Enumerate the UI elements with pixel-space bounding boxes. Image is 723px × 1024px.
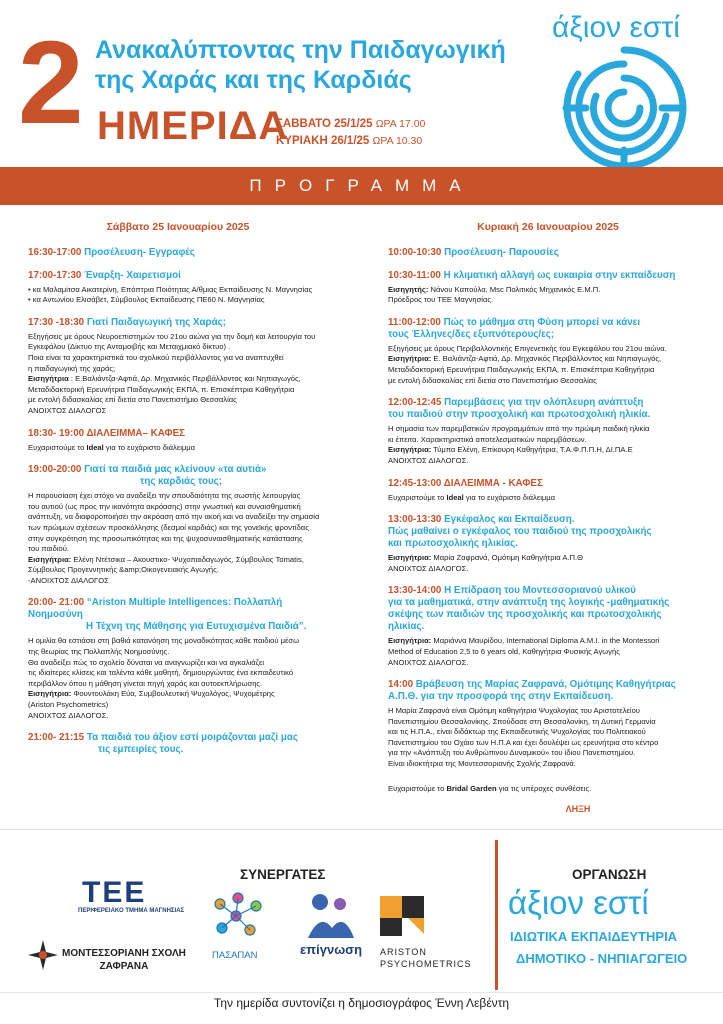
day2-column bbox=[388, 222, 708, 815]
organization-line1: ΙΔΙΩΤΙΚΑ ΕΚΠΑΙΔΕΥΤΗΡΙΑ bbox=[510, 929, 678, 944]
day2-event: 12:45-13:00 ΔΙΑΛΕΙΜΜΑ - ΚΑΦΕΣ Ευχαριστούμε το Ideal για το ευχάριστο διάλειμμα bbox=[388, 477, 556, 502]
day2-event: 14:00 Βράβευση της Μαρίας Ζαφρανά, Ομότιμης Καθηγήτριας Α.Π.Θ. για την προσφορά της στην Εκπαίδευση. Η Μαρία Ζαφρανά είναι Ομότιμη καθηγήτρια Ψυχολογίας του Αριστοτελείου Πανεπιστημίου Θεσσαλονίκης. Σπούδασε στη Θεσσαλονίκη, τη Δυτική Γερμανία και τις Η.Π.Α., είναι διδάκτωρ της Εκπαιδευτικής Ψυχολογίας του Πολιτειακού Πανεπιστημίου του Οχάιο των Η.Π.Α και έχει δουλέψει ως ερευνήτρια στο κέντρο για την «Ανάπτυξη του Ανθρώπινου Δυναμικού» του ίδιου Πανεπιστημίου. Είναι ιδιοκτήτρια της Μοντεσσοριανής Σχολής Ζαφρανά. bbox=[388, 679, 676, 769]
end-label: ΛΗΞΗ bbox=[565, 804, 591, 815]
day1-event: 17:30 -18:30 Γιατί Παιδαγωγική της Χαράς; Εξηγήσεις με όρους Νευροεπιστημών του 21ου αιώνα για την δομή και λειτουργία του Εγκεφάλου (Δίκτυο της Ανταμοιβής και Μεταιχμιακό δίκτυο) . Ποια είναι τα χαρακτηριστικά του σχολικού περιβάλλοντος για να αναπτυχθεί η παιδαγωγική της χαράς; Εισηγήτρια : Ε.Βαλιάντζα-Αφτιά, Δρ. Μηχανικός Περιβάλλοντος και Νηπιαγωγός, Μεταδιδακτορική Ερευνήτρια Παιδαγωγικής ΕΚΠΑ, π. Επισκέπτρια Καθηγήτρια με εντολή διδασκαλίας επί διετία στο Πανεπιστήμιο Θεσσαλίας ΑΝΟΙΧΤΟΣ ΔΙΑΛΟΓΟΣ bbox=[28, 316, 316, 415]
tee-subtitle: ΠΕΡΙΦΕΡΕΙΑΚΟ ΤΜΗΜΑ ΜΑΓΝΗΣΙΑΣ bbox=[78, 908, 185, 914]
date-saturday: ΣΑΒΒΑΤΟ 25/1/25 bbox=[276, 118, 373, 130]
vertical-divider bbox=[495, 840, 498, 990]
organization-line2: ΔΗΜΟΤΙΚΟ - ΝΗΠΙΑΓΩΓΕΙΟ bbox=[516, 951, 688, 966]
maze-logo-icon bbox=[556, 46, 692, 170]
event-title-line2: της Χαράς και της Καρδιάς bbox=[95, 66, 412, 94]
montessori-name: ΜΟΝΤΕΣΣΟΡΙΑΝΗ ΣΧΟΛΗ ΖΑΦΡΑΝΑ bbox=[62, 948, 186, 972]
day2-event: 10:30-11:00 Η κλιματική αλλαγή ως ευκαιρία στην εκπαίδευση Εισηγητής: Νάνου Καπούλα, Msc Πολιτικός Μηχανικός Ε.Μ.Π. Πρόεδρος του ΤΕΕ Μαγνησίας. bbox=[388, 269, 676, 305]
day1-heading: Σάββατο 25 Ιανουαρίου 2025 bbox=[106, 221, 250, 233]
brand-logo-text: άξιον εστί bbox=[552, 11, 680, 44]
day1-column bbox=[28, 222, 328, 767]
date-sunday: ΚΥΡΙΑΚΗ 26/1/25 bbox=[276, 135, 370, 147]
time-saturday: ΩΡΑ 17.00 bbox=[375, 118, 426, 130]
day1-event: 19:00-20:00 Γιατί τα παιδιά μας κλείνουν «τα αυτιά» της καρδιάς τους; Η παρουσίαση έχει στόχο να αναδείξει την σπουδαιότητα της σωστής λειτουργίας του αυτιού (ως προς την ικανότητα ακρόασης) στην γνωστική και συναισθηματική ανάπτυξη, να διαφοροποιήσει την ακρόαση από την ακοή και να αναδείξει την σημασία των πρώιμων σχέσεων προσκόλλησης (δεσμοί καρδιάς) και της γονεϊκής φροντίδας στην συγκρότηση της προσωπικότητας και της ψυχοσυναισθηματικής κατάστασης του παιδιού. Εισηγήτρια: Ελένη Ντέτσικα – Ακουστικο- Ψυχοπαιδαγωγός, Σύμβουλος Tomatis, Σύμβουλος Προγεννητικής &amp;Οικογενειακής Αγωγής. -ΑΝΟΙΧΤΟΣ ΔΙΑΛΟΓΟΣ bbox=[28, 464, 320, 585]
day1-event: 21:00- 21:15 Τα παιδιά του άξιον εστί μοιράζονται μαζί μας τις εμπειρίες τους. bbox=[28, 732, 298, 756]
organization-brand: άξιον εστί bbox=[508, 884, 649, 921]
epignosi-name: επίγνωση bbox=[300, 942, 363, 957]
day2-event: 13:00-13:30 Εγκέφαλος και Εκπαίδευση. Πώς μαθαίνει ο εγκέφαλος του παιδιού της προσχολικής και πρωτοσχολικής ηλικίας. Εισηγήτρια: Μαρία Ζαφρανά, Ομότιμη Καθηγήτρια Α.Π.Θ ΑΝΟΙΧΤΟΣ ΔΙΑΛΟΓΟΣ. bbox=[388, 514, 652, 573]
event-dates bbox=[276, 116, 425, 150]
day1-event: 17:00-17:30 Έναρξη- Χαιρετισμοί • κα Μαλαμίτσα Αικατερίνη, Επόπτρια Ποιότητας Α/θμιας Εκπαίδευσης Ν. Μαγνησίας • κα Αντωνίου Ελισάβετ, Σύμβουλος Εκπαίδευσης ΠΕ60 Ν. Μαγνησίας bbox=[28, 269, 313, 305]
tee-logo-text: ΤΕΕ bbox=[82, 876, 147, 909]
epignosi-logo-icon bbox=[300, 888, 360, 942]
pasapan-name: ΠΑΣΑΠΑΝ bbox=[212, 950, 258, 961]
day2-thanks: Ευχαριστούμε το Bridal Garden για τις υπέροχες συνθέσεις. bbox=[388, 783, 592, 793]
divider bbox=[0, 829, 723, 830]
day2-event: 13:30-14:00 Η Επίδραση του Μοντεσσοριανού υλικού για τα μαθηματικά, στην ανάπτυξη της λογικής -μαθηματικής σκέψης των παιδιών της προσχολικής και πρωτοσχολικής ηλικίας. Εισηγήτρια: Μαριάννα Μαυρίδου, International Diploma A.M.I. in the Montessori Method of Education 2,5 to 6 years old, Καθηγήτρια Φυσικής Αγωγής ΑΝΟΙΧΤΟΣ ΔΙΑΛΟΓΟΣ. bbox=[388, 585, 670, 667]
event-title-line1: Ανακαλύπτοντας την Παιδαγωγική bbox=[95, 36, 506, 64]
organization-heading: ΟΡΓΑΝΩΣΗ bbox=[572, 867, 647, 882]
ariston-logo-icon bbox=[378, 894, 434, 938]
footer-text: Την ημερίδα συντονίζει η δημοσιογράφος Έννη Λεβέντη bbox=[213, 996, 510, 1010]
partners-heading: ΣΥΝΕΡΓΑΤΕΣ bbox=[240, 867, 326, 882]
edition-number: 2 bbox=[18, 17, 84, 149]
day2-event: 10:00-10:30 Προσέλευση- Παρουσίες bbox=[388, 246, 559, 258]
time-sunday: ΩΡΑ 10.30 bbox=[372, 135, 423, 147]
event-type: ΗΜΕΡΙΔΑ bbox=[97, 104, 289, 148]
footer-rule bbox=[0, 992, 723, 993]
day2-event: 11:00-12:00 Πώς το μάθημα στη Φύση μπορεί να κάνει τους Έλληνες/δες εξυπνότερους/ες; Εξηγήσεις με όρους Περιβαλλοντικής Επιγενετικής του Εγκεφάλου του 21ου αιώνα. Εισηγήτρια: Ε. Βαλιάντζα-Αφτιά, Δρ. Μηχανικός Περιβάλλοντος και Νηπιαγωγός, Μεταδιδακτορική Ερευνήτρια Παιδαγωγικής ΕΚΠΑ, π. Επισκέπτρια Καθηγήτρια με εντολή διδασκαλίας επί διετία στο Πανεπιστήμιο Θεσσαλίας bbox=[388, 316, 667, 385]
day2-event: 12:00-12:45 Παρεμβάσεις για την ολόπλευρη ανάπτυξη του παιδιού στην προσχολική και πρωτοσχολική ηλικία. Η σημασία των παρεμβατικών προγραμμάτων από την πρώιμη παιδική ηλικία κι έπειτα. Χαρακτηριστικά αποτελεσματικών παρεμβάσεων. Εισηγήτρια: Τύμπα Ελένη, Επίκουρη Καθηγήτρια, Τ.Α.Φ.Π.Π.Η, ΔΙ.ΠΑ.Ε ΑΝΟΙΧΤΟΣ ΔΙΑΛΟΓΟΣ. bbox=[388, 397, 651, 465]
program-title: ΠΡΟΓΡΑΜΜΑ bbox=[249, 176, 474, 195]
day1-event: 18:30- 19:00 ΔΙΑΛΕΙΜΜΑ– ΚΑΦΕΣ Ευχαριστούμε το Ideal για το ευχάριστο διάλειμμα bbox=[28, 427, 196, 452]
day1-event: 20:00- 21:00 “Ariston Multiple Intelligences: Πολλαπλή Νοημοσύνη Η Τέχνη της Μάθησης για Ευτυχισμένα Παιδιά”. Η ομιλία θα εστιάσει στη βαθιά κατανόηση της μοναδικότητας κάθε παιδιού μέσω της θεωρίας της Πολλαπλής Νοημοσύνης. Θα αναδείξει πώς το σχολείο δύναται να αναγνωρίζει και να αγκαλιάζει τις ιδιαίτερες κλίσεις και ταλέντα κάθε μαθητή, δημιουργώντας ένα εκπαιδευτικό περιβάλλον όπου η μάθηση γίνεται πηγή χαράς και αυτοεκπλήρωσης. Εισηγήτρια: Φουντουλάκη Εύα, Συμβουλευτική Ψυχολόγος, Ψυχομέτρης (Ariston Psychometrics) ΑΝΟΙΧΤΟΣ ΔΙΑΛΟΓΟΣ. bbox=[28, 597, 307, 720]
day2-heading: Κυριακή 26 Ιανουαρίου 2025 bbox=[477, 221, 619, 233]
day1-event: 16:30-17:00 Προσέλευση- Εγγραφές bbox=[28, 246, 195, 258]
pasapan-logo-icon bbox=[206, 890, 270, 950]
ariston-name: ARISTON PSYCHOMETRICS bbox=[380, 947, 472, 969]
montessori-logo-icon bbox=[26, 938, 60, 972]
